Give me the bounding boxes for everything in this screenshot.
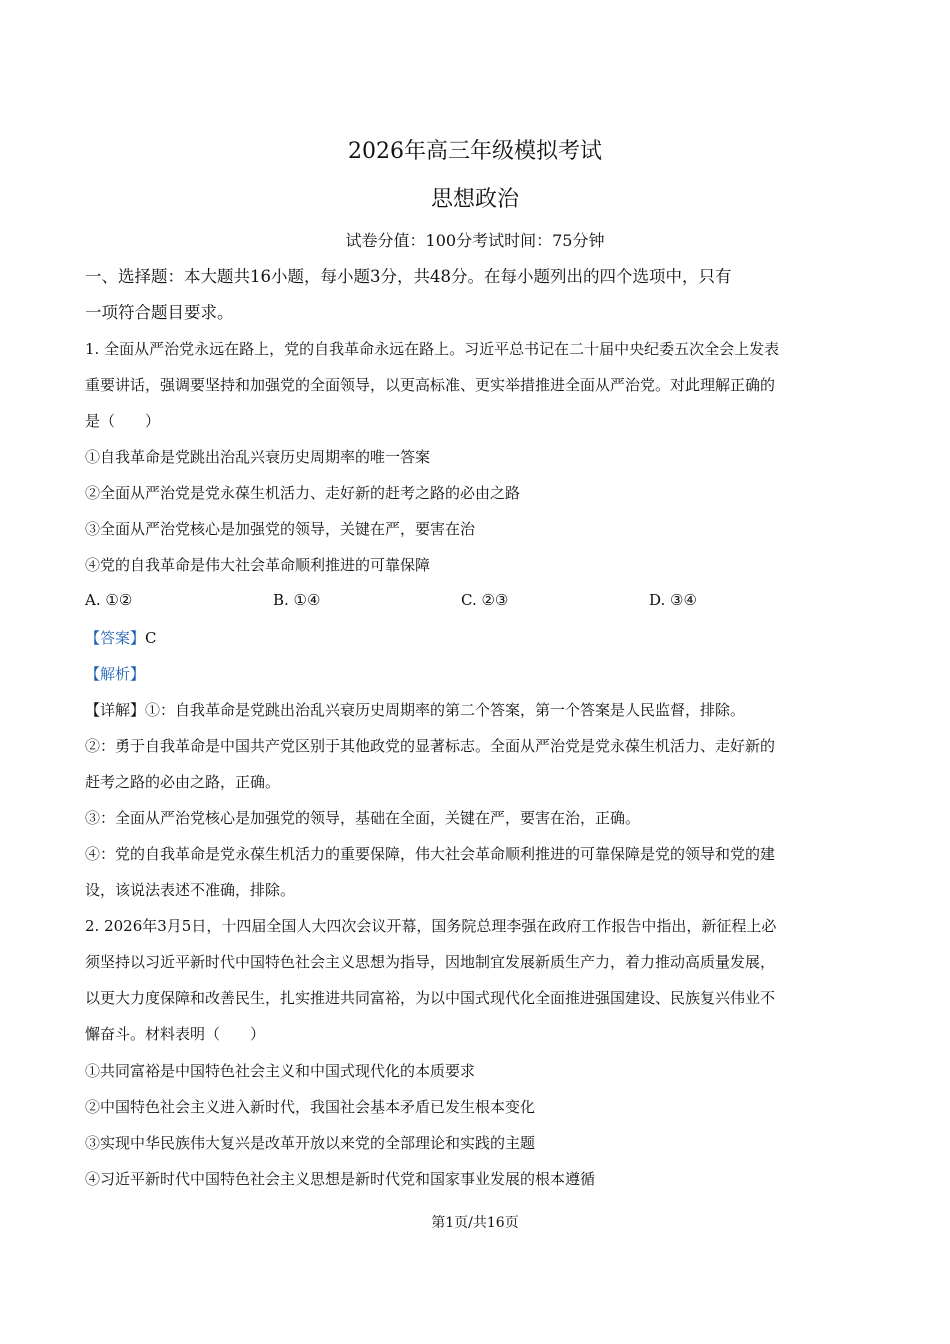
q1-option-d: D. ③④ <box>649 591 697 609</box>
detail-line: ④：党的自我革命是党永葆生机活力的重要保障，伟大社会革命顺利推进的可靠保障是党的领导和党的建 <box>85 845 776 863</box>
q1-answer-row <box>85 627 855 648</box>
q1-option-b: B. ①④ <box>273 591 321 609</box>
q1-stem-line: 1. 全面从严治党永远在路上，党的自我革命永远在路上。习近平总书记在二十届中央纪委五次全会上发表 <box>85 340 780 358</box>
q2-statement: ②中国特色社会主义进入新时代，我国社会基本矛盾已发生根本变化 <box>85 1098 536 1116</box>
q1-statement: ②全面从严治党是党永葆生机活力、走好新的赶考之路的必由之路 <box>85 484 521 502</box>
q2-statement: ④习近平新时代中国特色社会主义思想是新时代党和国家事业发展的根本遵循 <box>85 1170 596 1188</box>
analysis-tag: 【解析】 <box>85 665 146 683</box>
q1-statement: ①自我革命是党跳出治乱兴衰历史周期率的唯一答案 <box>85 448 431 466</box>
q2-stem-line: 须坚持以习近平新时代中国特色社会主义思想为指导，因地制宜发展新质生产力，着力推动高质量发展， <box>85 953 776 971</box>
q2-stem-line: 懈奋斗。材料表明（ ） <box>85 1025 266 1043</box>
detail-line: ③：全面从严治党核心是加强党的领导，基础在全面，关键在严，要害在治，正确。 <box>85 809 641 827</box>
page-number: 第1页/共16页 <box>431 1215 519 1231</box>
section-heading-line2: 一项符合题目要求。 <box>85 303 234 322</box>
detail-tag: 【详解】 <box>85 701 146 719</box>
q2-stem-line: 2. 2026年3月5日，十四届全国人大四次会议开幕，国务院总理李强在政府工作报告中指出，新征程上必 <box>85 917 777 935</box>
q2-statement: ③实现中华民族伟大复兴是改革开放以来党的全部理论和实践的主题 <box>85 1134 536 1152</box>
answer-tag: 【答案】 <box>85 629 146 647</box>
exam-title: 2026年高三年级模拟考试 <box>348 139 602 164</box>
answer-value: C <box>145 629 157 647</box>
q1-option-a: A. ①② <box>85 591 133 609</box>
q1-detail-row <box>85 699 855 720</box>
q1-stem-line: 是（ ） <box>85 412 161 430</box>
exam-meta: 试卷分值：100分考试时间：75分钟 <box>345 231 605 250</box>
q1-stem-line: 重要讲话，强调要坚持和加强党的全面领导，以更高标准、更实举措推进全面从严治党。对此理解正确的 <box>85 376 776 394</box>
q1-statement: ④党的自我革命是伟大社会革命顺利推进的可靠保障 <box>85 556 431 574</box>
detail-line: ①：自我革命是党跳出治乱兴衰历史周期率的第二个答案，第一个答案是人民监督，排除。 <box>145 701 746 719</box>
detail-line: ②：勇于自我革命是中国共产党区别于其他政党的显著标志。全面从严治党是党永葆生机活力、走好新的 <box>85 737 776 755</box>
subject-title: 思想政治 <box>430 187 519 212</box>
q1-statement: ③全面从严治党核心是加强党的领导，关键在严，要害在治 <box>85 520 476 538</box>
q2-stem-line: 以更大力度保障和改善民生，扎实推进共同富裕，为以中国式现代化全面推进强国建设、民族复兴伟业不 <box>85 989 776 1007</box>
detail-line: 设，该说法表述不准确，排除。 <box>85 881 296 899</box>
q1-option-c: C. ②③ <box>461 591 509 609</box>
q2-statement: ①共同富裕是中国特色社会主义和中国式现代化的本质要求 <box>85 1062 476 1080</box>
detail-line: 赶考之路的必由之路，正确。 <box>85 773 281 791</box>
section-heading-line1: 一、选择题：本大题共16小题，每小题3分，共48分。在每小题列出的四个选项中，只有 <box>85 267 732 286</box>
